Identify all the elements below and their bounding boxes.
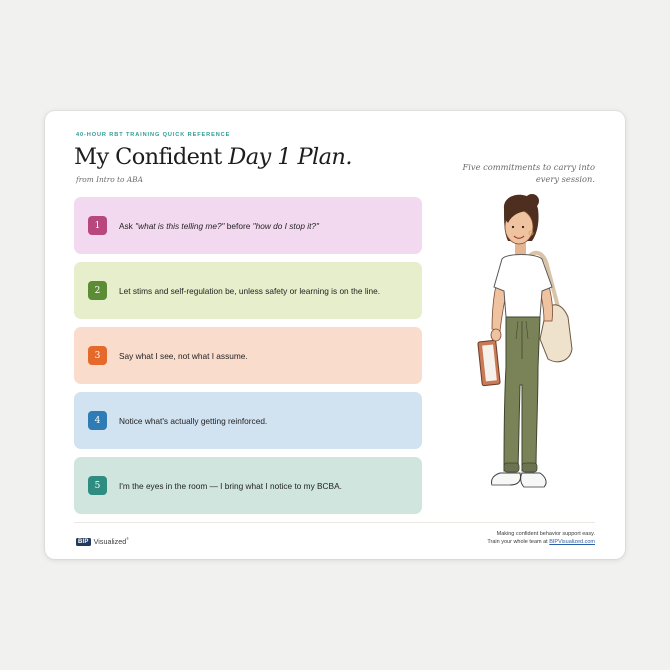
logo-word: Visualized [93,537,127,546]
footer-promo [487,531,595,546]
commitment-item-3 [74,327,422,384]
website-link[interactable]: BIPVisualized.com [549,538,595,545]
brand-logo [76,537,129,546]
footer-line-2 [487,539,595,547]
commitment-text: I'm the eyes in the room — I bring what I notice to my BCBA. [119,480,342,491]
logo-mark: BIP [78,538,89,545]
commitment-text: Say what I see, not what I assume. [119,350,248,361]
woman-with-tote-bag-and-clipboard-illustration [462,189,602,515]
number-badge: 2 [88,281,107,300]
title-emphasis: Day 1 Plan. [228,144,352,170]
footer-line-1: Making confident behavior support easy. [496,531,595,537]
reference-card [45,111,625,559]
quoted-question: "what is this telling me?" [135,220,225,231]
eyebrow-label: 40-HOUR RBT TRAINING QUICK REFERENCE [76,132,231,138]
number-badge: 1 [88,216,107,235]
commitment-text: Notice what's actually getting reinforced. [119,415,268,426]
footer-divider [74,522,595,523]
number-badge: 4 [88,411,107,430]
title-main: My Confident [74,144,229,170]
commitment-item-5 [74,457,422,514]
commitment-item-1 [74,197,422,254]
quoted-question: "how do I stop it?" [252,220,319,231]
page-title [74,144,352,170]
tagline: Five commitments to carry into every session. [462,162,595,184]
logo-wordmark [94,537,129,546]
trademark-symbol: ® [126,537,129,541]
text-part: Ask [119,220,136,231]
number-badge: 3 [88,346,107,365]
text-part: before [224,220,253,231]
subtitle: from Intro to ABA [76,175,143,184]
commitment-item-4 [74,392,422,449]
number-badge: 5 [88,476,107,495]
commitment-text [119,220,319,232]
commitment-list [74,197,422,522]
commitment-text: Let stims and self-regulation be, unless safety or learning is on the line. [119,285,381,296]
footer-line-2-text: Train your whole team at [487,538,550,545]
commitment-item-2 [74,262,422,319]
